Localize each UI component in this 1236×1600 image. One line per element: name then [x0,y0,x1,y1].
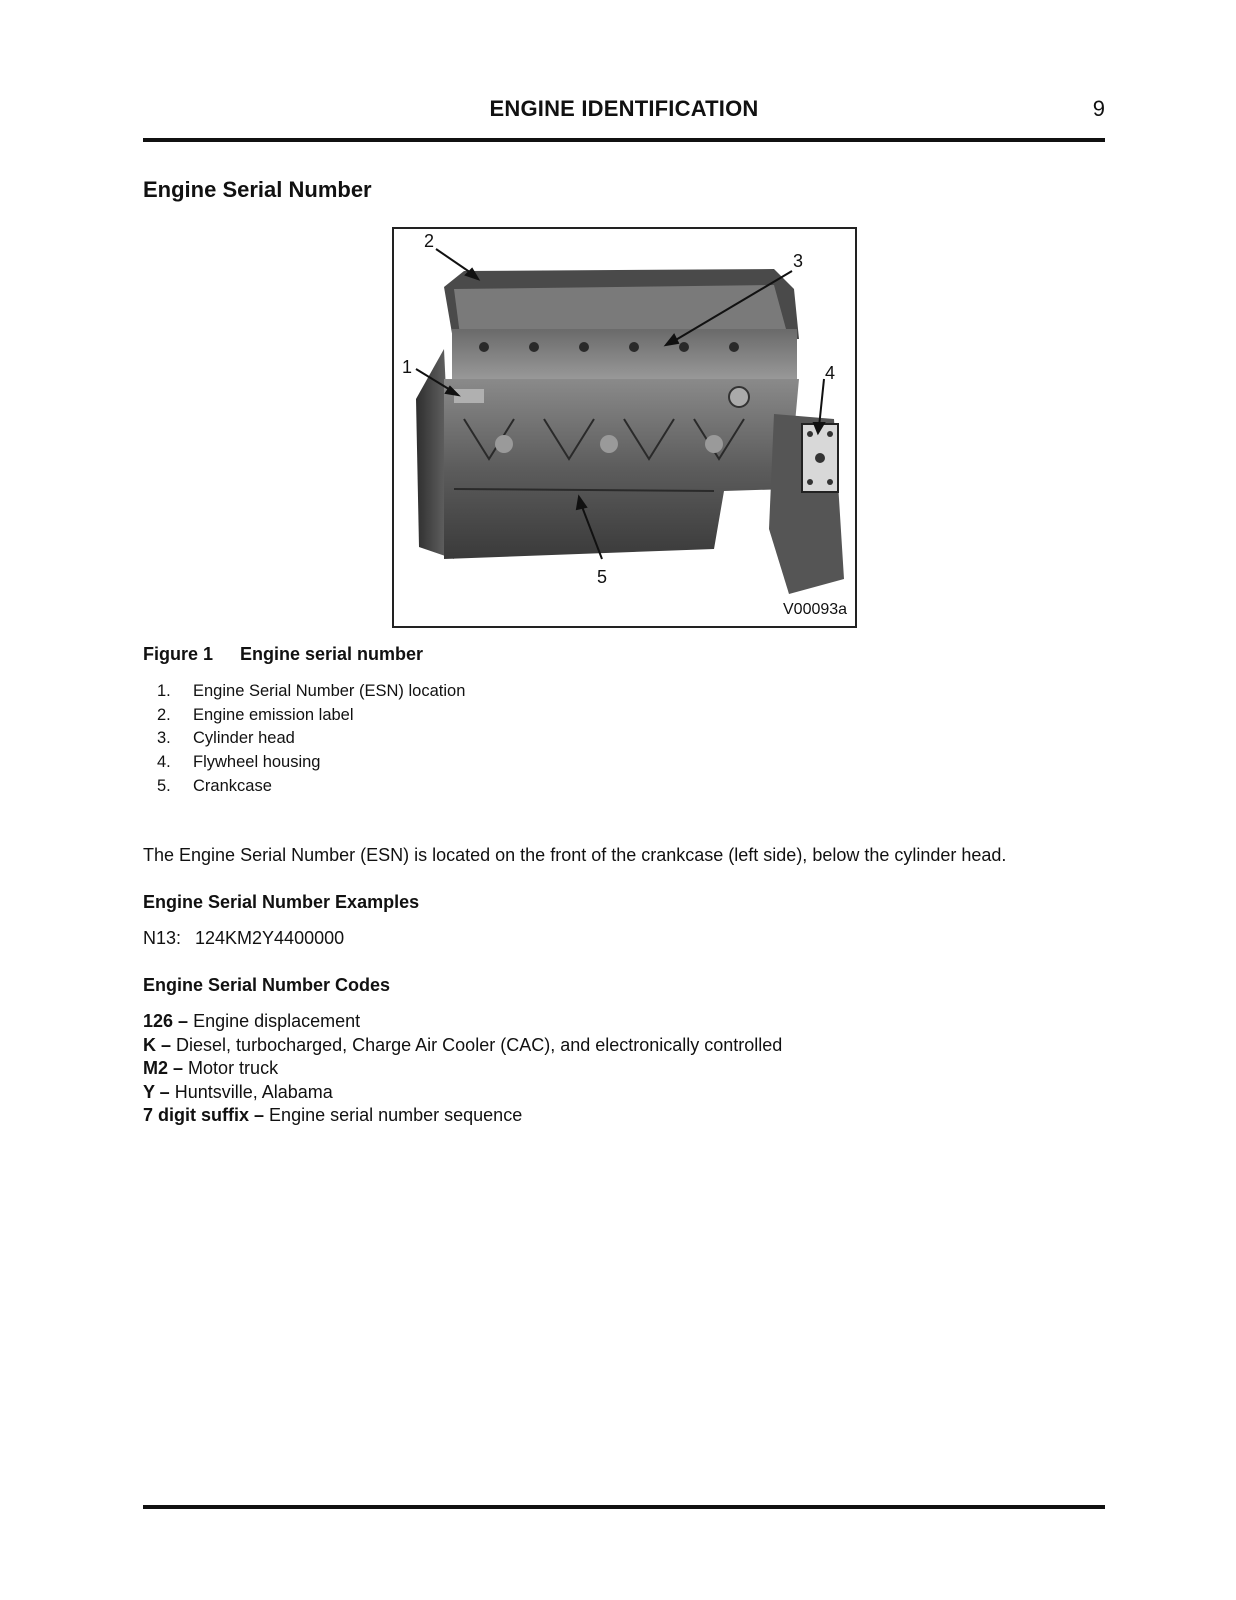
code-desc: Engine serial number sequence [269,1105,523,1125]
codes-list [143,1010,782,1128]
code-desc: Huntsville, Alabama [174,1081,333,1102]
body-paragraph: The Engine Serial Number (ESN) is located on the front of the crankcase (left side), below the cylinder head. [143,845,1007,865]
legend-item [157,727,465,751]
code-row [143,1057,782,1081]
legend-num: 5. [157,776,171,795]
code-key: 126 – [143,1011,189,1031]
legend-text: Crankcase [193,776,272,795]
legend-text: Engine emission label [193,705,354,724]
code-key: Y – [143,1081,170,1102]
code-row [143,1104,782,1128]
callout-2: 2 [424,231,435,251]
figure-caption [143,644,423,665]
callout-1: 1 [402,357,413,377]
code-desc: Motor truck [188,1058,279,1078]
legend-num: 4. [157,753,171,772]
figure-caption-text: Engine serial number [240,644,424,664]
page-header-title: ENGINE IDENTIFICATION [489,96,759,121]
code-row [143,1081,782,1105]
callout-3: 3 [793,251,804,271]
code-key: K – [143,1034,172,1055]
legend-num: 3. [157,729,171,748]
legend-item [157,751,465,775]
examples-heading: Engine Serial Number Examples [143,892,420,912]
legend-num: 2. [157,705,171,724]
callout-4: 4 [825,363,836,383]
example-value: 124KM2Y4400000 [195,928,345,948]
code-desc: Engine displacement [193,1011,361,1031]
footer-rule [143,1505,1105,1509]
legend-text: Engine Serial Number (ESN) location [193,682,466,700]
page-number: 9 [1092,96,1105,121]
example-label: N13: [143,928,182,948]
engine-figure [392,227,857,628]
code-row [143,1034,782,1058]
code-key: M2 – [143,1058,184,1078]
legend-item [157,704,465,728]
legend-item [157,775,465,799]
section-title: Engine Serial Number [143,177,372,202]
legend-item [157,680,465,704]
code-key: 7 digit suffix – [143,1105,265,1125]
header-rule [143,138,1105,142]
engine-illustration [394,229,855,626]
legend-text: Cylinder head [193,729,295,748]
figure-image-code: V00093a [783,601,848,618]
figure-legend [157,680,465,798]
callout-5: 5 [597,567,608,587]
legend-text: Flywheel housing [193,753,321,772]
example-line [143,928,344,949]
figure-caption-label: Figure 1 [143,644,214,664]
code-row [143,1010,782,1034]
codes-heading: Engine Serial Number Codes [143,975,391,995]
code-desc: Diesel, turbocharged, Charge Air Cooler (CAC), and electronically controlled [176,1034,783,1055]
legend-num: 1. [157,682,171,700]
